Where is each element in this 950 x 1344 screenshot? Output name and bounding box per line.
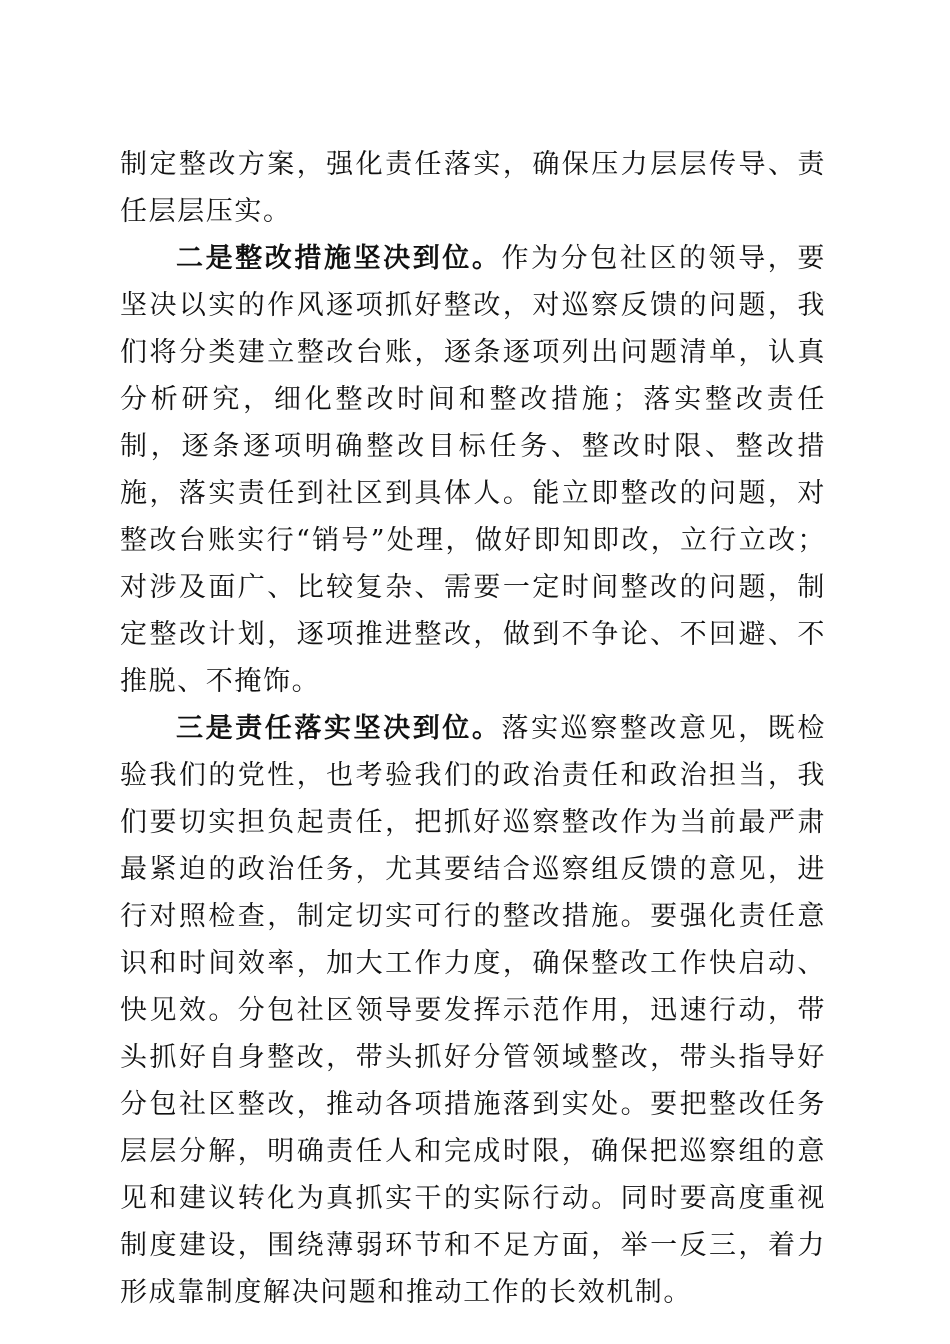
paragraph-continuation xyxy=(120,141,826,235)
paragraph-responsibility xyxy=(120,705,826,1316)
paragraph-measures xyxy=(120,235,826,705)
paragraph-lead: 二是整改措施坚决到位。 xyxy=(176,243,502,274)
paragraph-lead: 三是责任落实坚决到位。 xyxy=(176,713,502,744)
document-body xyxy=(120,141,826,1316)
paragraph-text: 落实巡察整改意见，既检验我们的党性，也考验我们的政治责任和政治担当，我们要切实担负起责任，把抓好巡察整改作为当前最严肃最紧迫的政治任务，尤其要结合巡察组反馈的意见，进行对照检查，制定切实可行的整改措施。要强化责任意识和时间效率，加大工作力度，确保整改工作快启动、快见效。分包社区领导要发挥示范作用，迅速行动，带头抓好自身整改，带头抓好分管领域整改，带头指导好分包社区整改，推动各项措施落到实处。要把整改任务层层分解，明确责任人和完成时限，确保把巡察组的意见和建议转化为真抓实干的实际行动。同时要高度重视制度建设，围绕薄弱环节和不足方面，举一反三，着力形成靠制度解决问题和推动工作的长效机制。 xyxy=(120,713,826,1308)
paragraph-text: 作为分包社区的领导，要坚决以实的作风逐项抓好整改，对巡察反馈的问题，我们将分类建立整改台账，逐条逐项列出问题清单，认真分析研究，细化整改时间和整改措施；落实整改责任制，逐条逐项明确整改目标任务、整改时限、整改措施，落实责任到社区到具体人。能立即整改的问题，对整改台账实行“销号”处理，做好即知即改，立行立改；对涉及面广、比较复杂、需要一定时间整改的问题，制定整改计划，逐项推进整改，做到不争论、不回避、不推脱、不掩饰。 xyxy=(120,243,826,697)
paragraph-text: 制定整改方案，强化责任落实，确保压力层层传导、责任层层压实。 xyxy=(120,149,826,227)
